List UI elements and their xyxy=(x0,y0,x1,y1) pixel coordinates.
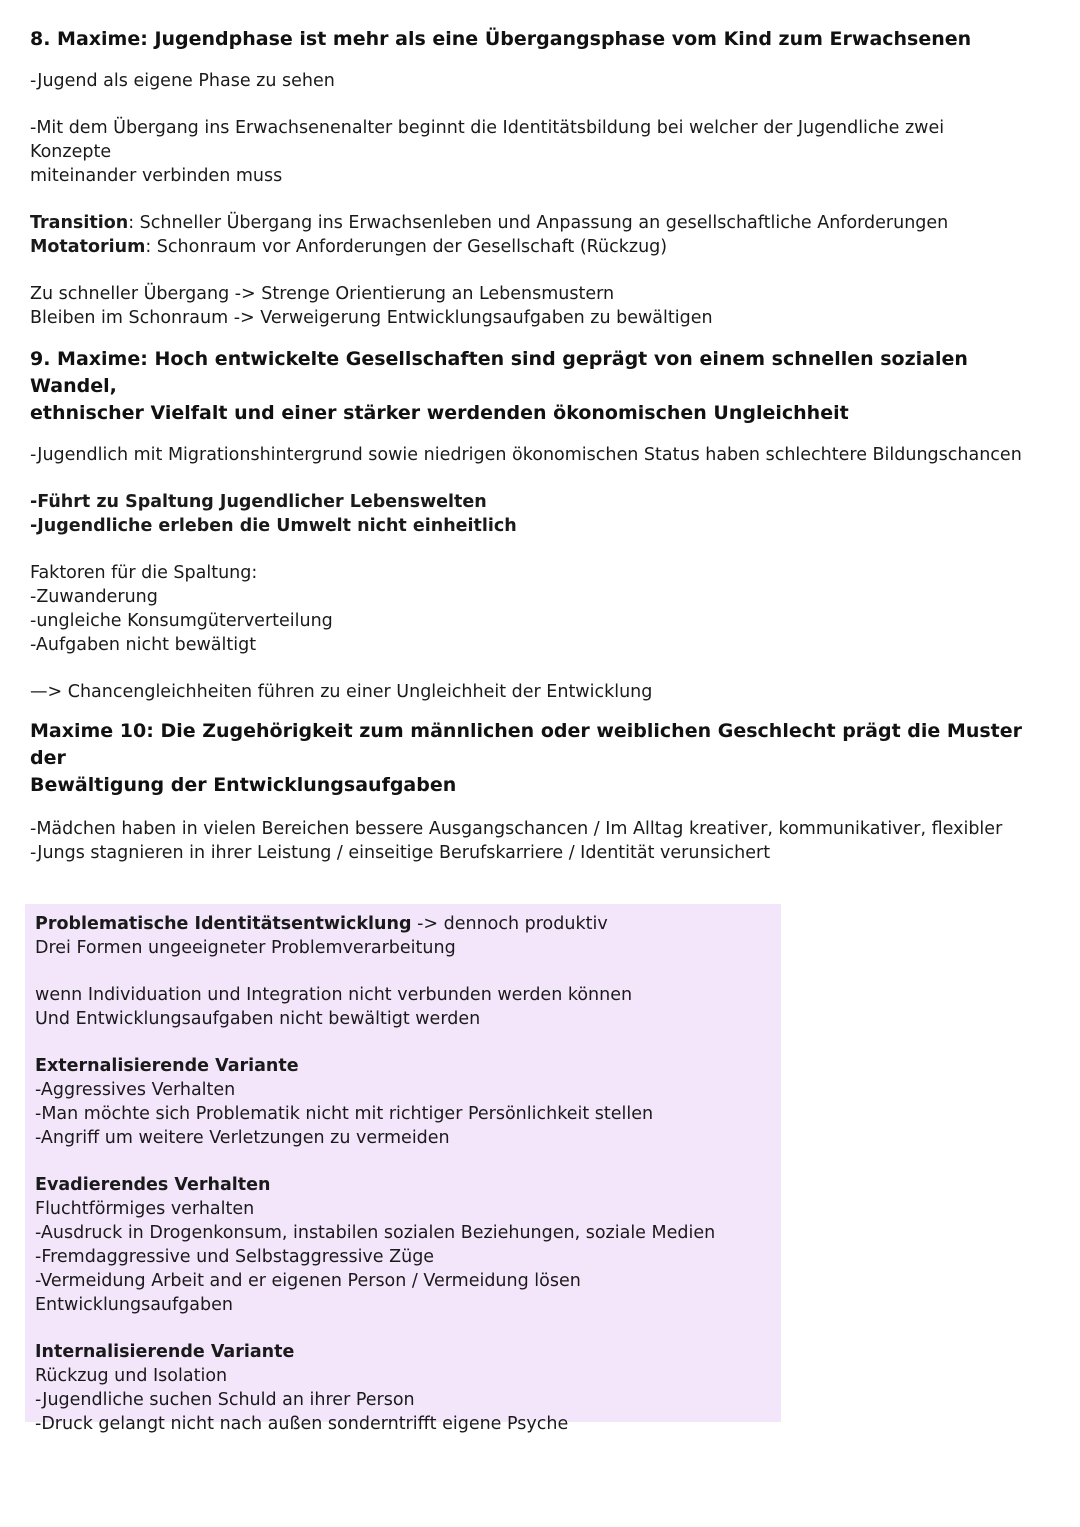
motatorium-definition xyxy=(30,235,1030,259)
motatorium-text: : Schonraum vor Anforderungen der Gesellschaft (Rückzug) xyxy=(145,237,668,257)
section-9-heading: ethnischer Vielfalt und einer stärker werdenden ökonomischen Ungleichheit xyxy=(30,402,849,424)
box-subtitle: Drei Formen ungeeigneter Problemverarbeitung xyxy=(35,938,456,958)
box-condition: wenn Individuation und Integration nicht verbunden werden können xyxy=(35,985,633,1005)
section-8-line: Zu schneller Übergang -> Strenge Orientierung an Lebensmustern xyxy=(30,284,615,304)
internalizing-item: -Druck gelangt nicht nach außen sonderntrifft eigene Psyche xyxy=(35,1414,569,1434)
section-8-line: -Jugend als eigene Phase zu sehen xyxy=(30,71,335,91)
internalizing-item: Rückzug und Isolation xyxy=(35,1366,228,1386)
factor-item: -Aufgaben nicht bewältigt xyxy=(30,635,257,655)
evading-item: Fluchtförmiges verhalten xyxy=(35,1199,255,1219)
section-10-line: -Jungs stagnieren in ihrer Leistung / einseitige Berufskarriere / Identität verunsichert xyxy=(30,843,771,863)
factor-item: -ungleiche Konsumgüterverteilung xyxy=(30,611,333,631)
section-8-line: miteinander verbinden muss xyxy=(30,166,283,186)
transition-term: Transition xyxy=(30,213,129,233)
transition-text: : Schneller Übergang ins Erwachsenleben und Anpassung an gesellschaftliche Anforderungen xyxy=(128,213,949,233)
externalizing-item: -Man möchte sich Problematik nicht mit richtiger Persönlichkeit stellen xyxy=(35,1104,654,1124)
motatorium-term: Motatorium xyxy=(30,237,146,257)
evading-item: -Vermeidung Arbeit and er eigenen Person / Vermeidung lösen Entwicklungsaufgaben xyxy=(35,1271,581,1315)
box-title xyxy=(35,912,775,936)
section-8-line: -Mit dem Übergang ins Erwachsenenalter beginnt die Identitätsbildung bei welcher der Jugendliche zwei Konzepte xyxy=(30,118,945,162)
evading-item: -Ausdruck in Drogenkonsum, instabilen sozialen Beziehungen, soziale Medien xyxy=(35,1223,716,1243)
externalizing-title: Externalisierende Variante xyxy=(35,1056,299,1076)
internalizing-title: Internalisierende Variante xyxy=(35,1342,295,1362)
section-10-heading: Maxime 10: Die Zugehörigkeit zum männlichen oder weiblichen Geschlecht prägt die Muster der xyxy=(30,720,1022,769)
section-9-bold-line: -Führt zu Spaltung Jugendlicher Lebenswelten xyxy=(30,492,487,512)
section-9-conclusion: —> Chancengleichheiten führen zu einer Ungleichheit der Entwicklung xyxy=(30,682,653,702)
box-title-bold: Problematische Identitätsentwicklung xyxy=(35,914,412,934)
factor-item: -Zuwanderung xyxy=(30,587,158,607)
section-10-heading: Bewältigung der Entwicklungsaufgaben xyxy=(30,774,457,796)
externalizing-item: -Angriff um weitere Verletzungen zu vermeiden xyxy=(35,1128,450,1148)
evading-title: Evadierendes Verhalten xyxy=(35,1175,271,1195)
section-9-heading: 9. Maxime: Hoch entwickelte Gesellschaften sind geprägt von einem schnellen sozialen Wandel, xyxy=(30,348,968,397)
transition-definition xyxy=(30,211,1030,235)
externalizing-item: -Aggressives Verhalten xyxy=(35,1080,236,1100)
document-page xyxy=(30,26,1030,865)
section-9-line: -Jugendlich mit Migrationshintergrund sowie niedrigen ökonomischen Status haben schlechtere Bildungschancen xyxy=(30,445,1022,465)
internalizing-item: -Jugendliche suchen Schuld an ihrer Person xyxy=(35,1390,415,1410)
section-8-heading: 8. Maxime: Jugendphase ist mehr als eine Übergangsphase vom Kind zum Erwachsenen xyxy=(30,28,972,50)
section-10-line: -Mädchen haben in vielen Bereichen bessere Ausgangschancen / Im Alltag kreativer, kommunikativer, flexibler xyxy=(30,819,1003,839)
section-9-bold-line: -Jugendliche erleben die Umwelt nicht einheitlich xyxy=(30,516,517,536)
factors-title: Faktoren für die Spaltung: xyxy=(30,563,258,583)
box-title-rest: -> dennoch produktiv xyxy=(411,914,608,934)
summary-box xyxy=(25,904,781,1434)
section-8-line: Bleiben im Schonraum -> Verweigerung Entwicklungsaufgaben zu bewältigen xyxy=(30,308,713,328)
evading-item: -Fremdaggressive und Selbstaggressive Züge xyxy=(35,1247,435,1267)
box-condition: Und Entwicklungsaufgaben nicht bewältigt werden xyxy=(35,1009,481,1029)
